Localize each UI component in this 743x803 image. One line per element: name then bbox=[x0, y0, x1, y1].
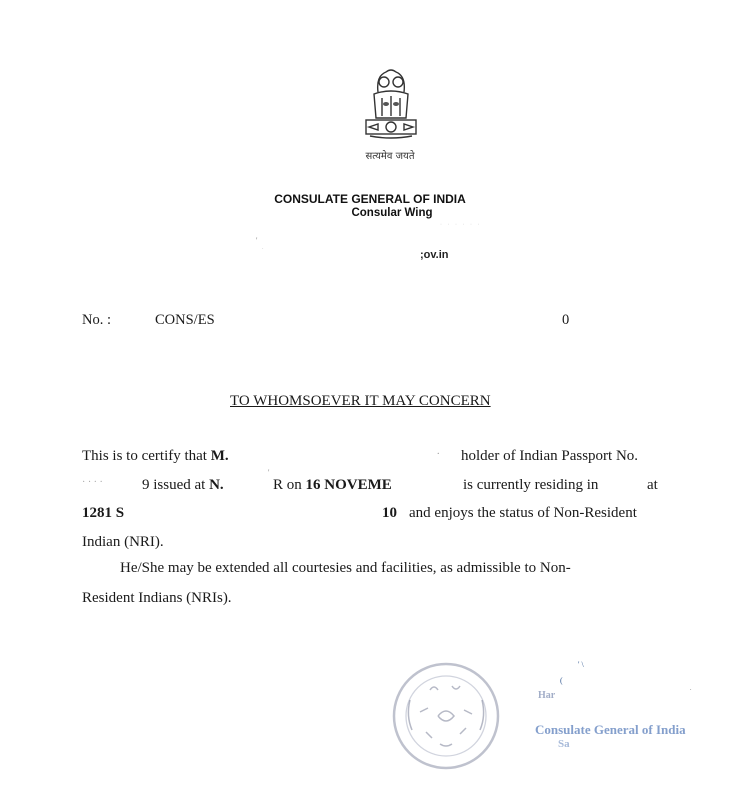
body-fragment: R on bbox=[273, 477, 306, 493]
body-fragment: 9 issued at bbox=[142, 477, 210, 493]
date-fragment: 16 NOVEME bbox=[305, 477, 392, 493]
body-text: at bbox=[647, 477, 658, 493]
redaction-mark: · · · · bbox=[82, 477, 103, 488]
body-text: is currently residing in bbox=[463, 477, 599, 493]
consulate-seal-stamp bbox=[390, 660, 502, 772]
document-subject: TO WHOMSOEVER IT MAY CONCERN bbox=[230, 393, 491, 409]
signatory-name: Har bbox=[538, 690, 556, 701]
body-text: Indian (NRI). bbox=[82, 534, 164, 550]
signature-line: ' \ bbox=[578, 660, 584, 669]
body-fragment: This is to certify that bbox=[82, 448, 211, 464]
reference-code: CONS/ES bbox=[155, 312, 215, 328]
body-text bbox=[273, 477, 392, 494]
redaction-mark: ' bbox=[268, 468, 270, 477]
body-text: and enjoys the status of Non-Resident bbox=[409, 505, 637, 521]
office-title: CONSULATE GENERAL OF INDIA bbox=[274, 192, 466, 206]
redaction-mark: . bbox=[262, 245, 264, 251]
signature-line: ( bbox=[560, 676, 563, 685]
reference-label: No. : bbox=[82, 312, 111, 328]
emblem-motto: सत्यमेव जयते bbox=[365, 151, 415, 162]
body-text: Resident Indians (NRIs). bbox=[82, 590, 232, 606]
body-text bbox=[142, 477, 224, 494]
redaction-mark: ' bbox=[256, 236, 258, 245]
name-fragment: M. bbox=[210, 448, 229, 464]
redaction-mark: . bbox=[690, 686, 692, 692]
place-fragment: N. bbox=[209, 477, 224, 493]
address-fragment: 10 bbox=[382, 505, 397, 521]
reference-date: 0 bbox=[562, 312, 570, 328]
body-text bbox=[82, 448, 229, 465]
redacted-address-line: · · · · · · bbox=[440, 222, 482, 228]
website: ;ov.in bbox=[420, 249, 449, 261]
address-fragment: 1281 S bbox=[82, 505, 125, 521]
redaction-mark: . bbox=[437, 446, 440, 457]
signatory-office-stamp: Consulate General of India bbox=[535, 722, 686, 737]
body-text: holder of Indian Passport No. bbox=[461, 448, 639, 464]
body-text: He/She may be extended all courtesies and facilities, as admissible to Non- bbox=[120, 560, 571, 576]
signatory-city-stamp: Sa bbox=[558, 738, 570, 750]
wing-title: Consular Wing bbox=[351, 207, 433, 219]
